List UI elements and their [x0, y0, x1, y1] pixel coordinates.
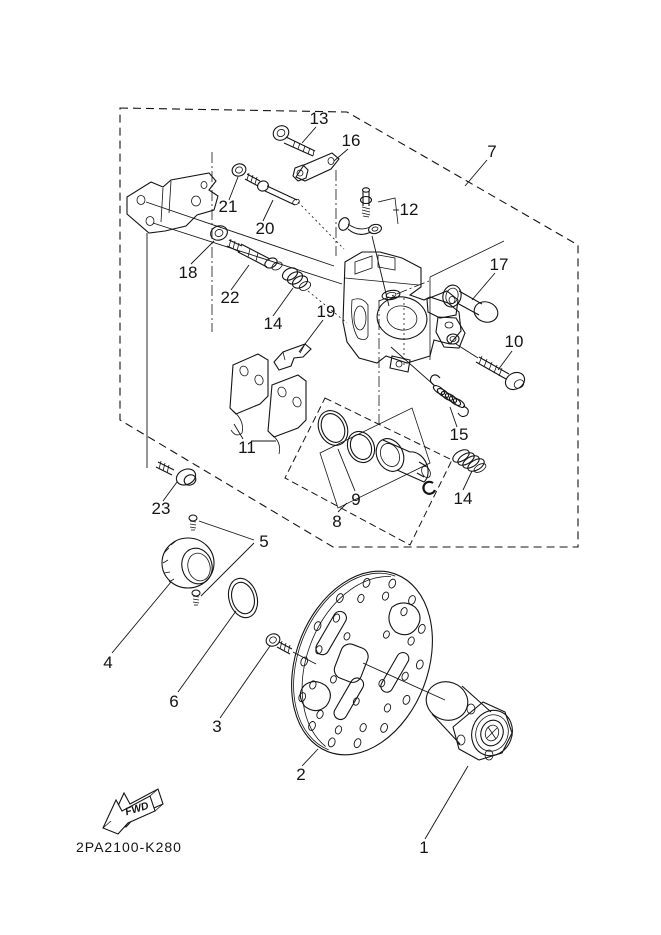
part-19-pad-support	[274, 344, 311, 370]
callout-21: 21	[218, 197, 238, 216]
callout-10: 10	[504, 332, 524, 351]
caliper-body	[343, 252, 478, 386]
part-1-hub	[421, 676, 519, 761]
part-10-bolt	[476, 356, 528, 393]
disc-holes	[276, 559, 448, 768]
callout-20: 20	[255, 219, 275, 238]
callout-3: 3	[212, 717, 222, 736]
callout-2: 2	[296, 765, 306, 784]
callout-16: 16	[341, 131, 361, 150]
callout-8: 8	[332, 512, 342, 531]
part-5-screws	[189, 515, 200, 605]
part-8-piston-kit-box	[285, 398, 452, 545]
callout-22: 22	[220, 288, 240, 307]
callout-19: 19	[316, 302, 336, 321]
fwd-arrow-icon	[103, 789, 163, 834]
fwd-label: FWD	[123, 799, 151, 819]
part-21-washer	[230, 162, 247, 178]
part-23-bolt	[156, 461, 198, 488]
callout-12: 12	[399, 200, 419, 219]
part-14-boot-lower	[451, 447, 488, 474]
part-3-screw	[264, 632, 316, 664]
callout-5: 5	[259, 532, 269, 551]
callout-15: 15	[449, 425, 469, 444]
callout-6: 6	[169, 692, 179, 711]
part-code: 2PA2100-K280	[76, 839, 182, 855]
part-16-stay	[293, 153, 339, 181]
callout-23: 23	[151, 499, 171, 518]
callout-leader-lines	[112, 127, 512, 839]
part-13-bolt	[271, 123, 315, 156]
callout-13: 13	[309, 109, 329, 128]
callout-14-upper: 14	[263, 314, 283, 333]
part-2-brake-disc	[266, 551, 457, 776]
callout-18: 18	[178, 263, 198, 282]
part-15-spring	[430, 375, 468, 417]
part-6-oring	[224, 575, 262, 621]
callout-7: 7	[487, 142, 497, 161]
assembly-boundary-box	[120, 108, 578, 547]
part-22-pin-bolt	[227, 239, 283, 272]
callout-14-lower: 14	[453, 489, 473, 508]
part-12-bleed-screw	[337, 188, 399, 306]
part-9-seal-kit	[313, 406, 435, 508]
callout-17: 17	[489, 255, 509, 274]
callout-11: 11	[238, 438, 256, 457]
part-4-collar	[162, 538, 216, 588]
part-14-boot-upper	[280, 265, 312, 292]
mount-bracket	[127, 173, 342, 468]
callout-1: 1	[419, 838, 429, 857]
callout-9: 9	[351, 490, 361, 509]
callout-4: 4	[103, 653, 113, 672]
